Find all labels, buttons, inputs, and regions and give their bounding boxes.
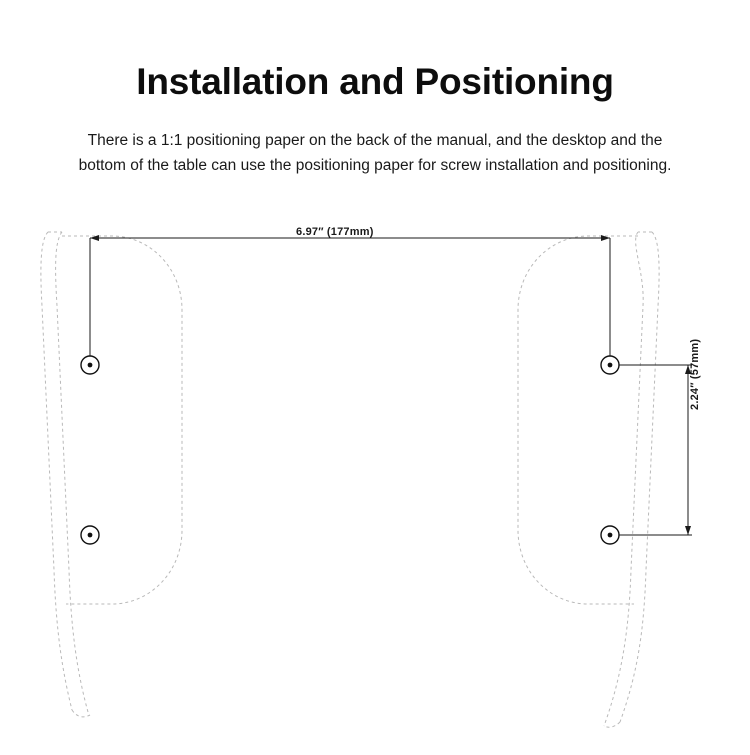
hole-bottom-right — [601, 526, 619, 544]
width-dimension-line — [90, 235, 610, 360]
right-bracket-outline — [518, 232, 659, 727]
page-title: Installation and Positioning — [136, 60, 614, 102]
page-description: There is a 1:1 positioning paper on the back of the manual, and the desktop and the bottom of the table can use the positioning paper for screw installation and positioning. — [78, 131, 672, 174]
positioning-template-svg — [0, 210, 750, 750]
hole-top-right — [601, 356, 619, 374]
positioning-template-diagram — [0, 210, 750, 750]
height-dimension-label: 2.24″ (57mm) — [689, 338, 701, 410]
left-bracket-outline — [41, 232, 182, 717]
width-dimension-label: 6.97″ (177mm) — [296, 226, 374, 238]
height-dimension-line — [612, 365, 692, 535]
hole-top-left — [81, 356, 99, 374]
hole-bottom-left — [81, 526, 99, 544]
